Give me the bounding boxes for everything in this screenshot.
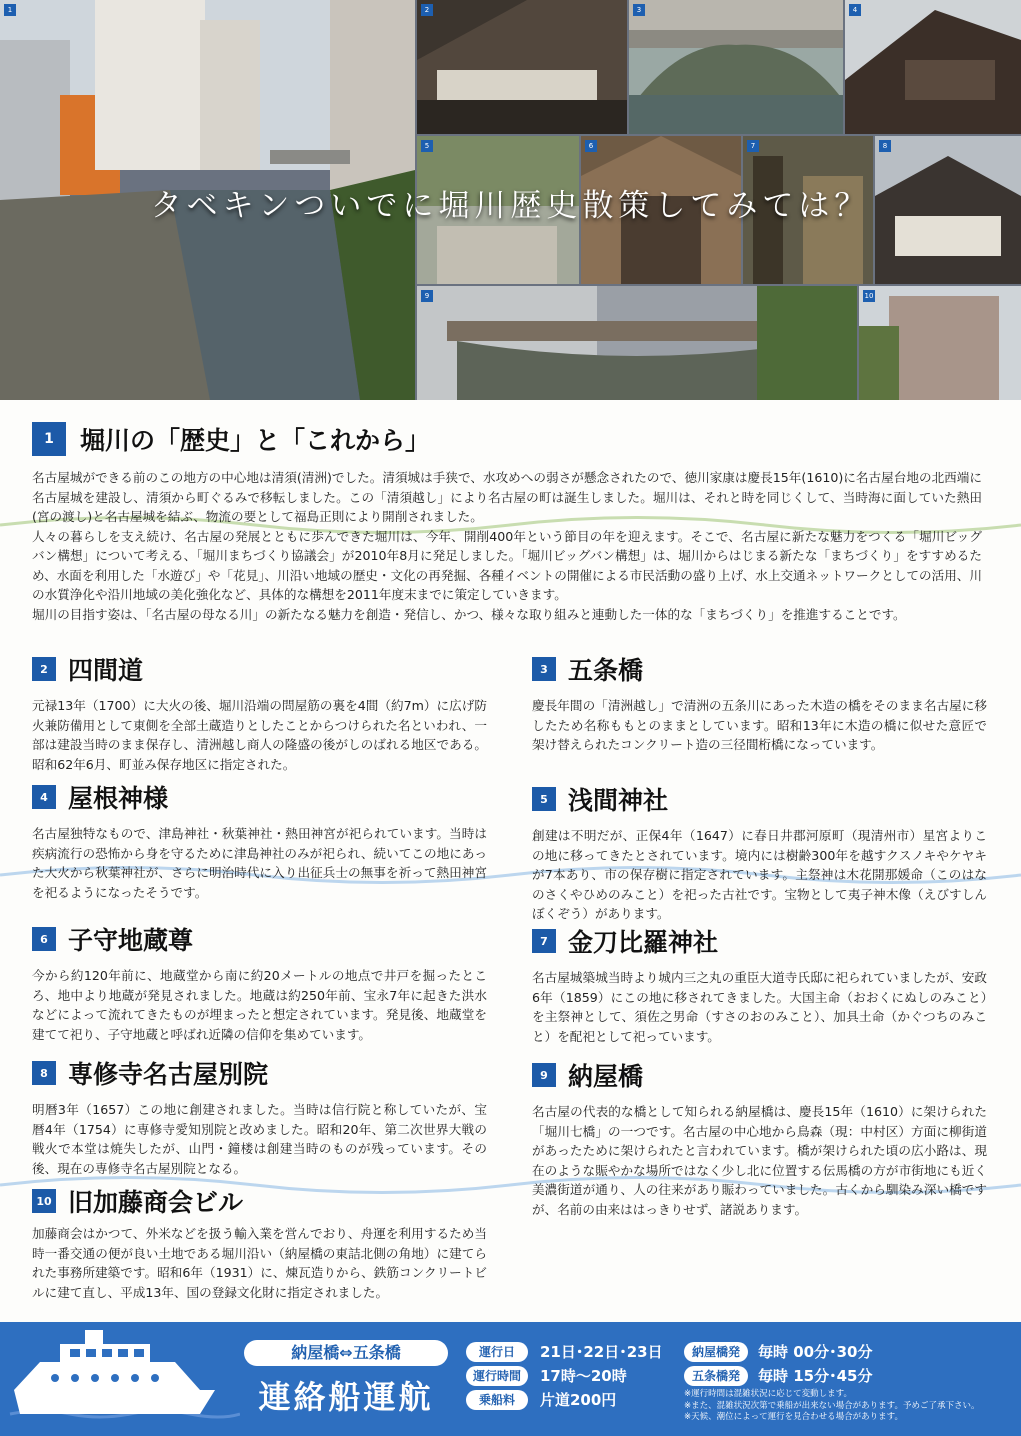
photo-nayabashi [417, 286, 857, 400]
section-number-badge: 7 [532, 929, 556, 953]
section-text: 名古屋の代表的な橋として知られる納屋橋は、慶長15年（1610）に架けられた「堀川七橋」の一つです。名古屋の中心地から鳥森（現：中村区）方面に柳街道があったために架けられたと言われています。橋が架けられた頃の広小路は、現在のような賑やかな場所ではなく少し北に位置する伝馬橋の方が市街地にも近く美濃街道が通り、人の往来があり賑わっていました。古くから馴染み深い橋ですが、名前の由来ははっきりせず、諸説あります。 [532, 1104, 987, 1217]
photo-number: 2 [421, 4, 433, 16]
label-fare: 乗船料 [466, 1390, 528, 1410]
note-line: ※天候、潮位によって運行を見合わせる場合があります。 [684, 1412, 903, 1422]
section-title: 専修寺名古屋別院 [68, 1060, 269, 1089]
photo-number: 7 [747, 140, 759, 152]
section-gojo-bridge [532, 652, 987, 755]
section-title: 納屋橋 [568, 1062, 644, 1091]
value-gojo-departure: 毎時 15分･45分 [758, 1367, 873, 1385]
photo-number: 6 [585, 140, 597, 152]
section-text: 今から約120年前に、地蔵堂から南に約20メートルの地点で井戸を掘ったところ、地中より地蔵が発見されました。地蔵は約250年前、宝永7年に起きた洪水などによって流れてきたものが埋まったと想定されています。発見後、地蔵堂を建てて祀り、子守地蔵と呼ばれ近隣の信仰を集めています。 [32, 968, 487, 1042]
nayabashi-photo-image [417, 286, 857, 400]
banner-title: 連絡船運航 [258, 1378, 434, 1416]
section-number-badge: 8 [32, 1061, 56, 1085]
section-horikawa-history [32, 422, 982, 624]
photo-number: 3 [633, 4, 645, 16]
photo-shikemichi [417, 0, 627, 134]
tagline: タベキンついでに堀川歴史散策してみては？ [150, 188, 871, 224]
section-shikemichi [32, 652, 487, 774]
photo-collage [0, 0, 1021, 400]
section-text: 慶長年間の「清洲越し」で清洲の五条川にあった木造の橋をそのまま名古屋に移したため名称ももとのままとしています。昭和13年に木造の橋に似せた意匠で架け替えられたコンクリート造の三径間桁橋になっています。 [532, 698, 987, 752]
section-text: 名古屋独特なもので、津島神社・秋葉神社・熱田神宮が祀られています。当時は疾病流行の恐怖から身を守るために津島神社のみが祀られ、続いてこの地にあった大火から秋葉神社が、さらに明治時代に入り出征兵士の無事を祈って熱田神宮を祀るようになったそうです。 [32, 826, 487, 900]
section-title: 浅間神社 [568, 786, 669, 815]
intro-paragraph: 堀川の目指す姿は、「名古屋の母なる川」の新たなる魅力を創造・発信し、かつ、様々な取り組みと連動した一体的な「まちづくり」を推進することです。 [32, 606, 906, 622]
label-gojo-departure: 五条橋発 [684, 1366, 748, 1386]
section-title: 子守地蔵尊 [68, 926, 194, 955]
banner-notes [684, 1389, 979, 1424]
section-text: 元禄13年（1700）に大火の後、堀川沿端の問屋筋の裏を4間（約7m）に広げ防火兼防備用として東側を全部土蔵造りとしたことからつけられた名といわれ、一部は建設当時のまま保存し、清洲越し商人の隆盛の後がしのばれる地区である。昭和62年6月、町並み保存地区に指定された。 [32, 698, 487, 772]
section-title: 金刀比羅神社 [568, 928, 719, 957]
section-kotohira-shrine [532, 924, 987, 1046]
section-title: 四間道 [68, 656, 144, 685]
section-number-badge: 3 [532, 657, 556, 681]
photo-number: 10 [864, 292, 874, 300]
kato-shokai-photo-image [859, 286, 1021, 400]
section-number-badge: 4 [32, 785, 56, 809]
photo-number: 8 [879, 140, 891, 152]
note-line: ※また、混雑状況次第で乗船が出来ない場合があります。予めご了承下さい。 [684, 1400, 980, 1411]
photo-number: 5 [421, 140, 433, 152]
section-title: 五条橋 [568, 656, 644, 685]
section-sengen-shrine [532, 782, 987, 924]
intro-paragraph: 人々の暮らしを支え続け、名古屋の発展とともに歩んできた堀川は、今年、開削400年という節目の年を迎えます。そこで、名古屋に新たな魅力をつくる「堀川ビッグバン構想」について考える、「堀川まちづくり協議会」が2010年8月に発足しました。「堀川ビッグバン構想」は、堀川からはじまる新たな「まちづくり」をすすめるため、水面を利用した「水遊び」や「花見」、川沿い地域の歴史・文化の再発掘、各種イベントの開催による市民活動の盛り上げ、水上交通ネットワークとしての活用、川の水質浄化や沿川地域の美化強化など、具体的な構想を2011年度末までに策定していきます。 [32, 528, 982, 602]
section-number-badge: 5 [532, 787, 556, 811]
route-pill: 納屋橋⇔五条橋 [244, 1340, 448, 1366]
section-number-badge: 1 [32, 422, 66, 456]
section-text: 明暦3年（1657）この地に創建されました。当時は信行院と称していたが、宝暦4年（1754）に専修寺愛知別院と改めました。昭和20年、第二次世界大戦の戦火で本堂は焼失したが、山門・鐘楼は創建当時のものが残っています。その後、現在の専修寺名古屋別院となる。 [32, 1102, 487, 1176]
photo-number: 1 [4, 4, 16, 16]
note-line: ※運行時間は混雑状況に応じて変動します。 [684, 1389, 852, 1399]
value-fare: 片道200円 [540, 1391, 617, 1409]
photo-kato-shokai-building [859, 286, 1021, 400]
section-number-badge: 6 [32, 927, 56, 951]
intro-paragraph: 名古屋城ができる前のこの地方の中心地は清須(清洲)でした。清須城は手狭で、水攻めへの弱さが懸念されたので、徳川家康は慶長15年(1610)に名古屋台地の北西端に名古屋城を建設し、清須から町ぐるみで移転しました。この「清須越し」により名古屋の町は誕生しました。堀川は、それと時を同じくして、当時海に面していた熱田(宮の渡し)と名古屋城を結ぶ、物流の要として福島正則により開削されました。 [32, 470, 982, 524]
section-number-badge: 9 [532, 1063, 556, 1087]
photo-number: 4 [849, 4, 861, 16]
value-nayabashi-departure: 毎時 00分･30分 [758, 1343, 873, 1361]
section-yane-gamisama [32, 780, 487, 902]
value-operating-hours: 17時～20時 [540, 1367, 627, 1385]
yane-gamisama-photo-image [845, 0, 1021, 134]
section-number-badge: 2 [32, 657, 56, 681]
section-kato-shokai-building [32, 1184, 487, 1302]
shikemichi-photo-image [417, 0, 627, 134]
section-title: 屋根神様 [68, 784, 169, 813]
section-komori-jizo [32, 922, 487, 1044]
ship-icon [0, 1322, 240, 1436]
label-operating-days: 運行日 [466, 1342, 528, 1362]
section-text: 創建は不明だが、正保4年（1647）に春日井郡河原町（現清州市）星宮よりこの地に移ってきたとされています。境内には樹齢300年を越すクスノキやケヤキが7本あり、市の保存樹に指定されています。主祭神は木花開那媛命（このはなのさくやひめのみこと）を祀った古社です。宝物として夷子神木像（えびすしんぼくぞう）があります。 [532, 828, 987, 921]
section-title: 堀川の「歴史」と「これから」 [80, 426, 431, 455]
label-nayabashi-departure: 納屋橋発 [684, 1342, 748, 1362]
section-text: 加藤商会はかつて、外米などを扱う輸入業を営んでおり、舟運を利用するため当時一番交通の便が良い土地である堀川沿い（納屋橋の東詰北側の角地）に建てられた事務所建築です。昭和6年（1931）に、煉瓦造りから、鉄筋コンクリートビルに建て直し、平成13年、国の登録文化財に指定されました。 [32, 1226, 487, 1300]
section-title: 旧加藤商会ビル [68, 1188, 244, 1217]
value-operating-days: 21日･22日･23日 [540, 1343, 663, 1361]
photo-number: 9 [421, 290, 433, 302]
section-number-badge: 10 [32, 1189, 56, 1213]
section-text: 名古屋城築城当時より城内三之丸の重臣大道寺氏邸に祀られていましたが、安政6年（1859）にこの地に移されてきました。大国主命（おおくにぬしのみこと）を主祭神として、須佐之男命（すさのおのみこと）、加具土命（かぐつちのみこと）を配祀として祀っています。 [532, 970, 987, 1044]
photo-yane-gamisama [845, 0, 1021, 134]
section-senjuji-betsuin [32, 1056, 487, 1178]
label-operating-hours: 運行時間 [466, 1366, 528, 1386]
gojo-bridge-photo-image [629, 0, 843, 134]
section-nayabashi [532, 1058, 987, 1219]
photo-gojo-bridge [629, 0, 843, 134]
